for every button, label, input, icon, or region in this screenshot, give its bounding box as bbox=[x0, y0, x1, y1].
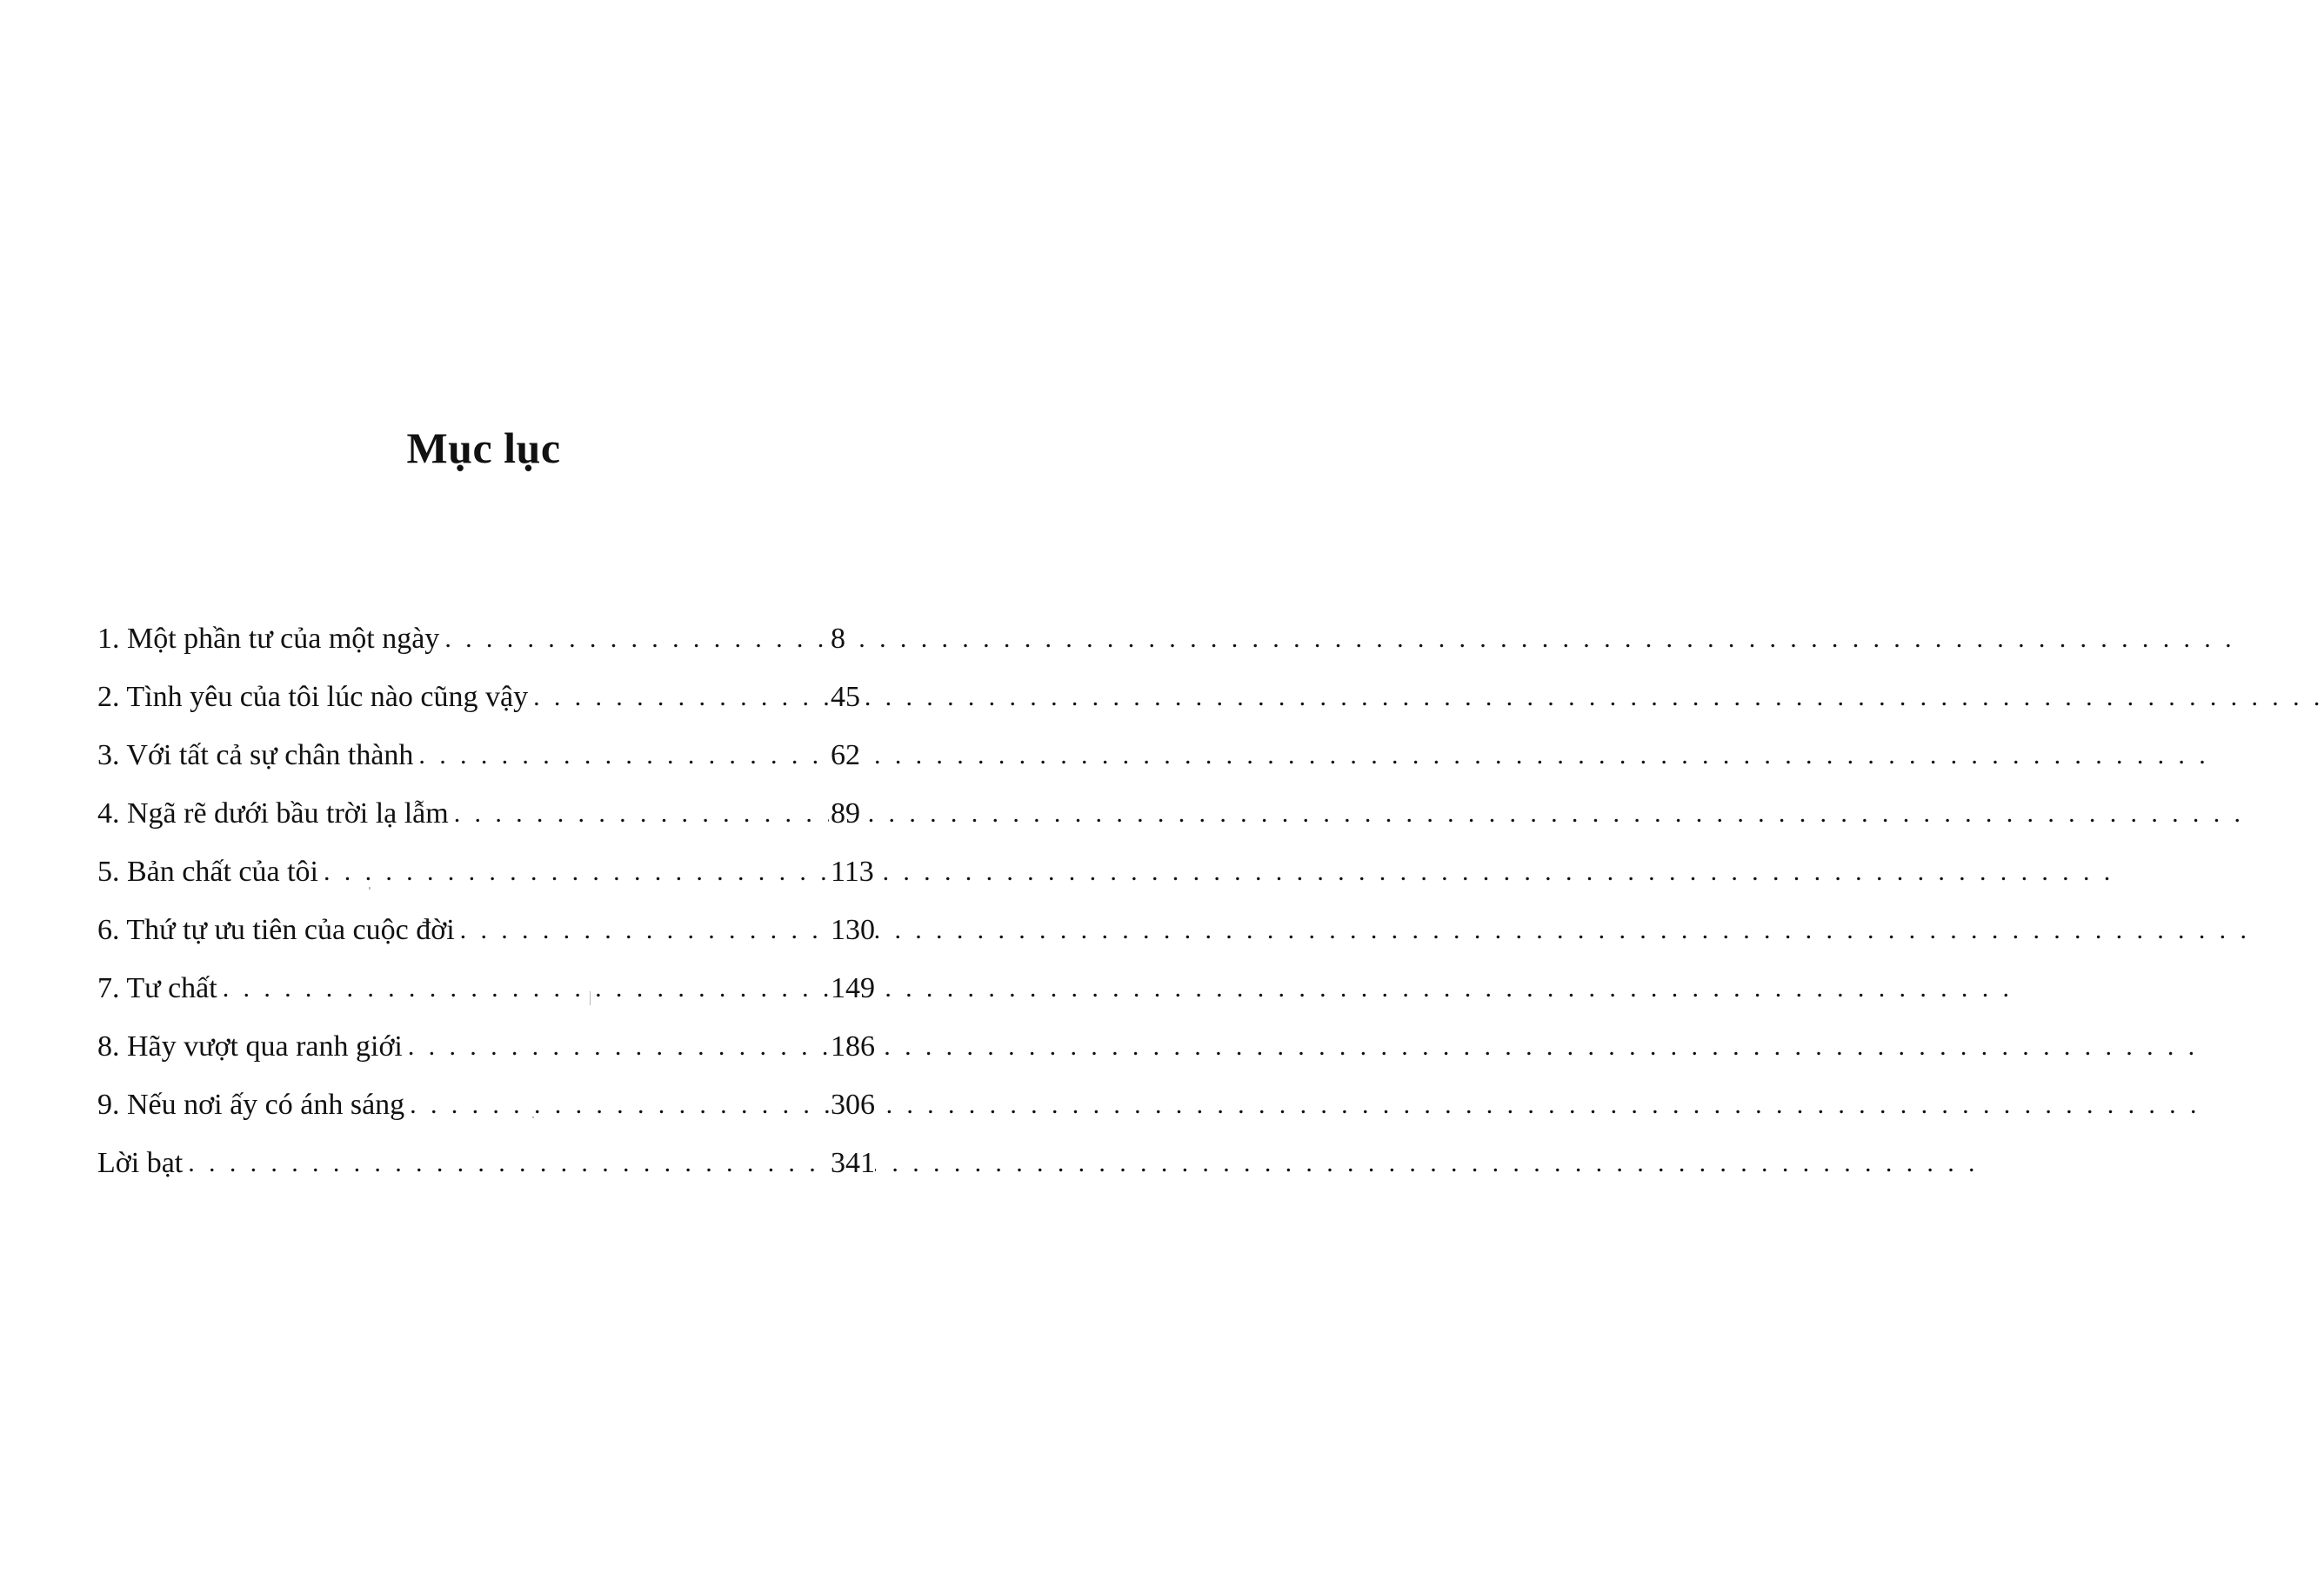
table-of-contents bbox=[97, 600, 880, 1183]
toc-entry bbox=[97, 950, 880, 1008]
toc-entry-title: Lời bạt bbox=[97, 1144, 188, 1183]
toc-entry bbox=[97, 600, 880, 658]
toc-entry bbox=[97, 1066, 880, 1124]
toc-entry-title: 8. Hãy vượt qua ranh giới bbox=[97, 1028, 408, 1066]
toc-page-number: 186 bbox=[829, 1028, 875, 1066]
toc-page-number: 149 bbox=[829, 970, 875, 1008]
scan-speck bbox=[590, 991, 591, 1005]
toc-entry-title: 2. Tình yêu của tôi lúc nào cũng vậy bbox=[97, 678, 533, 717]
toc-page-number: 45 bbox=[829, 678, 860, 717]
dot-leader bbox=[460, 911, 880, 950]
toc-entry bbox=[97, 775, 880, 833]
toc-entry-title: 6. Thứ tự ưu tiên của cuộc đời bbox=[97, 911, 460, 950]
toc-page-number: 341 bbox=[829, 1144, 875, 1183]
toc-page-number: 306 bbox=[829, 1086, 875, 1124]
toc-entry-title: 3. Với tất cả sự chân thành bbox=[97, 737, 418, 775]
dot-leader bbox=[188, 1144, 880, 1183]
dot-leader bbox=[324, 853, 880, 891]
toc-page-number: 113 bbox=[829, 853, 874, 891]
toc-page-number: 8 bbox=[829, 620, 845, 658]
dot-leader bbox=[444, 620, 880, 658]
dot-leader bbox=[410, 1086, 880, 1124]
dot-leader bbox=[223, 970, 880, 1008]
toc-page-number: 62 bbox=[829, 737, 860, 775]
toc-entry bbox=[97, 1008, 880, 1066]
dot-leader bbox=[408, 1028, 880, 1066]
toc-entry bbox=[97, 658, 880, 717]
toc-entry-title: 5. Bản chất của tôi bbox=[97, 853, 324, 891]
page-title: Mục lục bbox=[406, 423, 561, 472]
scan-speck bbox=[369, 887, 371, 890]
scan-speck bbox=[532, 1116, 534, 1118]
toc-entry-title: 4. Ngã rẽ dưới bầu trời lạ lẫm bbox=[97, 795, 454, 833]
toc-entry bbox=[97, 833, 880, 891]
book-page bbox=[0, 0, 875, 1593]
dot-leader bbox=[418, 737, 880, 775]
toc-entry bbox=[97, 1124, 880, 1183]
toc-entry bbox=[97, 717, 880, 775]
toc-entry-title: 1. Một phần tư của một ngày bbox=[97, 620, 444, 658]
toc-entry-title: 7. Tư chất bbox=[97, 970, 223, 1008]
toc-entry-title: 9. Nếu nơi ấy có ánh sáng bbox=[97, 1086, 410, 1124]
toc-page-number: 89 bbox=[829, 795, 860, 833]
toc-entry bbox=[97, 891, 880, 950]
dot-leader bbox=[454, 795, 880, 833]
toc-page-number: 130 bbox=[829, 911, 875, 950]
